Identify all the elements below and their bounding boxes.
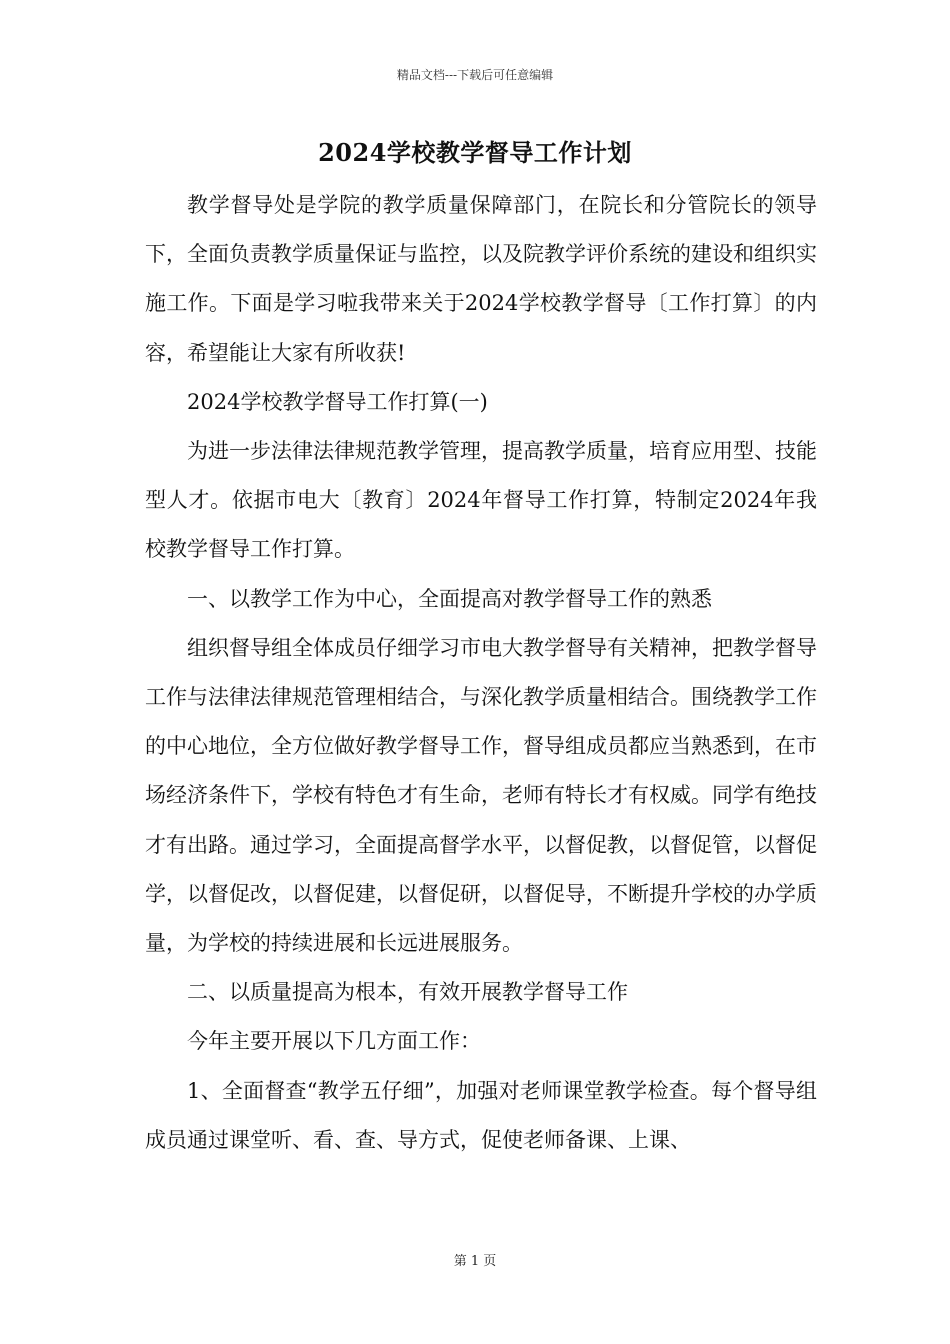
section-heading-plan-one: 2024学校教学督导工作打算(一) <box>187 389 488 414</box>
paragraph-intro: 教学督导处是学院的教学质量保障部门，在院长和分管院长的领导下，全面负责教学质量保证与监控，以及院教学评价系统的建设和组织实施工作。下面是学习啦我带来关于2024学校教学督导〔工作打算〕的内容，希望能让大家有所收获! <box>145 193 817 365</box>
document-body <box>145 181 817 1165</box>
paragraph-purpose: 为进一步法律法律规范教学管理，提高教学质量，培育应用型、技能型人才。依据市电大〔教育〕2024年督导工作打算，特制定2024年我校教学督导工作打算。 <box>145 439 817 562</box>
paragraph-item-one: 1、全面督查“教学五仔细”，加强对老师课堂教学检查。每个督导组成员通过课堂听、看、查、导方式，促使老师备课、上课、 <box>145 1078 817 1152</box>
paragraph-study: 组织督导组全体成员仔细学习市电大教学督导有关精神，把教学督导工作与法律法律规范管理相结合，与深化教学质量相结合。围绕教学工作的中心地位，全方位做好教学督导工作，督导组成员都应当熟悉到，在市场经济条件下，学校有特色才有生命，老师有特长才有权威。同学有绝技才有出路。通过学习，全面提高督学水平，以督促教，以督促管，以督促学，以督促改，以督促建，以督促研，以督促导，不断提升学校的办学质量，为学校的持续进展和长远进展服务。 <box>145 635 817 956</box>
section-heading-one: 一、以教学工作为中心，全面提高对教学督导工作的熟悉 <box>187 586 712 611</box>
document-title: 2024学校教学督导工作计划 <box>318 138 632 167</box>
page-number: 第 1 页 <box>453 1254 497 1269</box>
page-header: 精品文档---下载后可任意编辑 <box>396 68 554 82</box>
paragraph-work-intro: 今年主要开展以下几方面工作： <box>187 1029 481 1054</box>
section-heading-two: 二、以质量提高为根本，有效开展教学督导工作 <box>187 980 628 1005</box>
